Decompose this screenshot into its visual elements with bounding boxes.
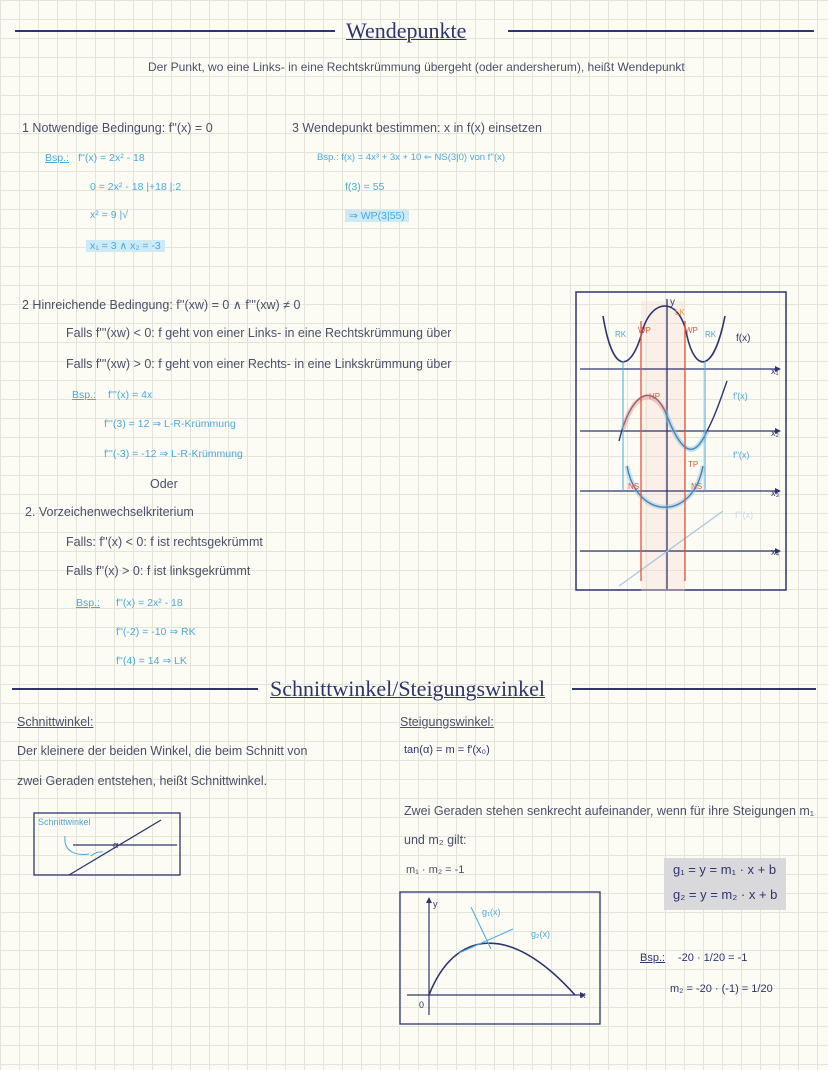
title2-rule-left: [12, 688, 258, 690]
cond1-line4: x₁ = 3 ∧ x₂ = -3: [86, 240, 165, 252]
perp-text1: Zwei Geraden stehen senkrecht aufeinander, wenn für ihre Steigungen m₁: [404, 804, 815, 818]
section-title-wendepunkte: Wendepunkte: [346, 18, 467, 43]
graph-label-ns1: NS: [628, 482, 640, 491]
steigung-heading: Steigungswinkel:: [400, 715, 494, 729]
cond1-line3: x² = 9 |√: [90, 209, 128, 221]
bsp2-label: Bsp.:: [640, 952, 666, 964]
cond2-ex2: f'''(3) = 12 ⇒ L-R-Krümmung: [104, 418, 236, 430]
title-rule-left: [15, 30, 335, 32]
tangent-g1-label: g₁(x): [482, 907, 501, 917]
graph-label-rk2: RK: [705, 330, 717, 339]
cond1-line1: f''(x) = 2x² - 18: [78, 152, 145, 164]
graph-label-hp: HP: [649, 392, 661, 401]
section-title-schnittwinkel: Schnittwinkel/Steigungswinkel: [270, 676, 545, 701]
vzw-heading: 2. Vorzeichenwechselkriterium: [25, 505, 194, 519]
graph-label-ns2: NS: [691, 482, 703, 491]
graph-label-x2: x₂: [771, 428, 779, 438]
tangent-y-label: y: [433, 899, 438, 909]
graph-label-wp1: WP: [638, 326, 651, 335]
vzw-case1: Falls: f''(x) < 0: f ist rechtsgekrümmt: [66, 535, 263, 549]
cond1-bsp: Bsp.:: [45, 152, 69, 164]
tangent-g2-label: g₂(x): [531, 929, 550, 939]
cond1-line2: 0 = 2x² - 18 |+18 |:2: [90, 181, 182, 193]
graph-label-lk: LK: [675, 308, 685, 317]
graph-label-x4: x₄: [771, 547, 780, 557]
vzw-bsp: Bsp.:: [76, 597, 100, 609]
vzw-ex2: f''(-2) = -10 ⇒ RK: [116, 626, 196, 638]
perp-text2: und m₂ gilt:: [404, 833, 467, 847]
graph-label-f3: f'''(x): [735, 510, 754, 520]
schnitt-heading: Schnittwinkel:: [17, 715, 94, 729]
graph-label-x3: x₃: [771, 488, 780, 498]
graph-label-f1: f'(x): [733, 391, 748, 401]
schnitt-text1: Der kleinere der beiden Winkel, die beim Schnitt von: [17, 744, 308, 758]
bsp2-line1: -20 · 1/20 = -1: [678, 952, 748, 964]
title-rule-right: [508, 30, 814, 32]
cond3-line2: f(3) = 55: [345, 181, 385, 193]
cond2-case1: Falls f'''(xw) < 0: f geht von einer Links- in eine Rechtskrümmung über: [66, 326, 452, 340]
vzw-ex1: f''(x) = 2x² - 18: [116, 597, 183, 609]
graph-label-wp2: WP: [685, 326, 698, 335]
cond3-line3: ⇒ WP(3|55): [345, 210, 409, 222]
title2-rule-right: [572, 688, 816, 690]
cond2-ex3: f'''(-3) = -12 ⇒ L-R-Krümmung: [104, 448, 243, 460]
tangent-x-label: x: [581, 990, 586, 1000]
graph-label-tp: TP: [688, 460, 699, 469]
derivatives-graph: [575, 291, 787, 591]
schnittwinkel-diagram: [33, 812, 181, 876]
steigung-formula: tan(α) = m = f'(x₀): [404, 744, 490, 756]
graph-label-x1: x₁: [771, 366, 779, 376]
tangent-origin-label: 0: [419, 1000, 425, 1010]
tangent-diagram: [399, 891, 601, 1025]
vzw-ex3: f''(4) = 14 ⇒ LK: [116, 655, 187, 667]
cond2-heading: 2 Hinreichende Bedingung: f''(xw) = 0 ∧ f'''(xw) ≠ 0: [22, 298, 301, 312]
graph-label-y: y: [670, 297, 675, 308]
cond2-ex1: f'''(x) = 4x: [108, 389, 153, 401]
schnitt-alpha-label: α: [113, 840, 119, 850]
cond3-heading: 3 Wendepunkt bestimmen: x in f(x) einsetzen: [292, 121, 542, 135]
oder-text: Oder: [150, 477, 178, 491]
schnitt-text2: zwei Geraden entstehen, heißt Schnittwinkel.: [17, 774, 268, 788]
graph-label-f: f(x): [736, 333, 751, 344]
gerade-g2: g₂ = y = m₂ · x + b: [673, 887, 778, 902]
cond2-bsp: Bsp.:: [72, 389, 96, 401]
definition-text: Der Punkt, wo eine Links- in eine Rechtskrümmung übergeht (oder andersherum), heißt Wendepunkt: [148, 60, 685, 74]
cond3-line1: Bsp.: f(x) = 4x³ + 3x + 10 ⇐ NS(3|0) von f''(x): [317, 152, 506, 163]
perp-text3: m₁ · m₂ = -1: [406, 864, 465, 876]
cond1-heading: 1 Notwendige Bedingung: f''(x) = 0: [22, 121, 213, 135]
cond2-case2: Falls f'''(xw) > 0: f geht von einer Rechts- in eine Linkskrümmung über: [66, 357, 452, 371]
vzw-case2: Falls f''(x) > 0: f ist linksgekrümmt: [66, 564, 251, 578]
graph-label-rk1: RK: [615, 330, 627, 339]
bsp2-line2: m₂ = -20 · (-1) = 1/20: [670, 983, 773, 995]
schnitt-box-label: Schnittwinkel: [38, 817, 91, 827]
graph-label-f2: f''(x): [733, 450, 750, 460]
gerade-g1: g₁ = y = m₁ · x + b: [673, 862, 777, 877]
